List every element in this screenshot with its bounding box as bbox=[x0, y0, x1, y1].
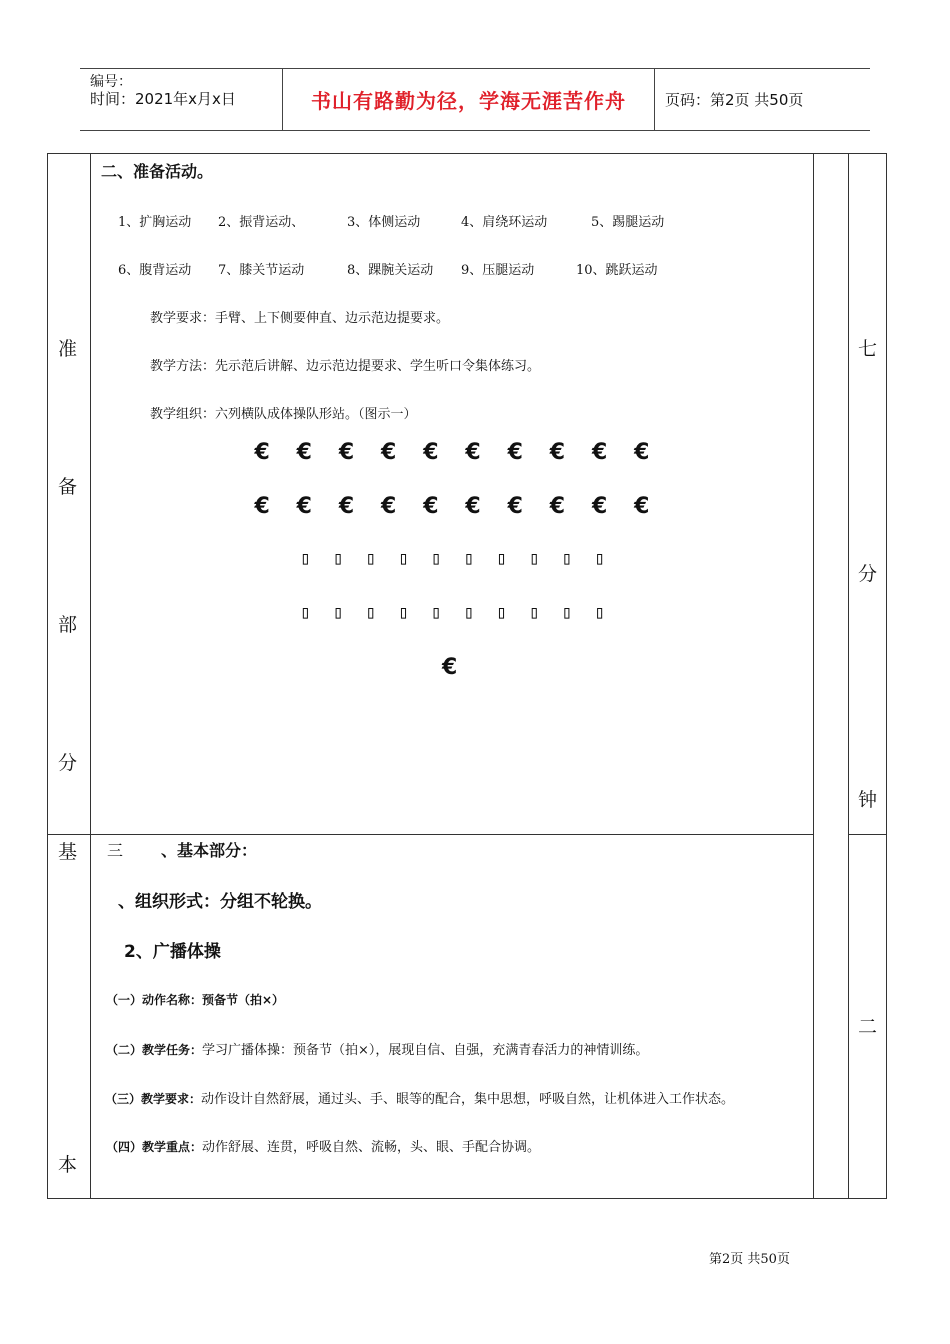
exercise-item: 9、压腿运动 bbox=[461, 263, 535, 278]
prep-title: 二、准备活动。 bbox=[101, 162, 214, 181]
student-symbol: € bbox=[549, 440, 566, 465]
student-box-symbol: ▯ bbox=[463, 602, 475, 623]
action-name: （一）动作名称：预备节（拍×） bbox=[106, 993, 285, 1007]
formation-row-back bbox=[289, 602, 616, 623]
student-box-symbol: ▯ bbox=[365, 548, 377, 569]
student-symbol: € bbox=[591, 494, 608, 519]
student-box-symbol: ▯ bbox=[365, 602, 377, 623]
exercise-item: 2、振背运动、 bbox=[218, 215, 305, 230]
header-page-cell bbox=[655, 69, 870, 130]
student-box-symbol: ▯ bbox=[332, 602, 344, 623]
header-page-info: 页码：第2页 共50页 bbox=[665, 91, 804, 109]
student-box-symbol: ▯ bbox=[528, 602, 540, 623]
prep-time-char: 七 bbox=[858, 338, 878, 360]
teacher-position-symbol: € bbox=[442, 655, 458, 680]
student-symbol: € bbox=[423, 494, 439, 519]
teaching-task bbox=[106, 1039, 648, 1058]
motto: 书山有路勤为径，学海无涯苦作舟 bbox=[311, 89, 626, 113]
time-label: 时间：2021年x月x日 bbox=[90, 90, 236, 108]
divider bbox=[848, 154, 849, 1198]
student-symbol: € bbox=[296, 440, 312, 465]
basic-title-num: 三 bbox=[107, 841, 124, 860]
student-box-symbol: ▯ bbox=[463, 548, 475, 569]
student-box-symbol: ▯ bbox=[496, 548, 507, 569]
student-box-symbol: ▯ bbox=[496, 602, 507, 623]
exercise-item: 7、膝关节运动 bbox=[218, 263, 305, 278]
student-symbol: € bbox=[381, 494, 397, 519]
student-box-symbol: ▯ bbox=[430, 548, 442, 569]
student-symbol: € bbox=[507, 494, 523, 519]
student-box-symbol: ▯ bbox=[528, 548, 540, 569]
divider bbox=[90, 154, 91, 1198]
number-label: 编号： bbox=[90, 74, 132, 90]
prep-requirement: 教学要求：手臂、上下侧要伸直、边示范边提要求。 bbox=[150, 311, 450, 326]
basic-item-exercise: 2、广播体操 bbox=[124, 942, 221, 962]
teaching-focus bbox=[106, 1136, 540, 1155]
page-header bbox=[80, 68, 870, 131]
student-symbol: € bbox=[549, 494, 566, 519]
teaching-task-label: （二）教学任务： bbox=[106, 1043, 203, 1057]
student-box-symbol: ▯ bbox=[299, 602, 311, 623]
divider bbox=[848, 834, 886, 835]
header-motto-cell bbox=[283, 69, 655, 130]
exercise-item: 5、踢腿运动 bbox=[591, 215, 665, 230]
exercise-item: 6、腹背运动 bbox=[118, 263, 192, 278]
student-symbol: € bbox=[423, 440, 439, 465]
prep-label-char: 分 bbox=[58, 752, 78, 774]
student-box-symbol: ▯ bbox=[397, 548, 409, 569]
student-box-symbol: ▯ bbox=[397, 602, 409, 623]
student-symbol: € bbox=[381, 440, 397, 465]
formation-row-front bbox=[241, 440, 663, 465]
student-box-symbol: ▯ bbox=[561, 602, 573, 623]
student-symbol: € bbox=[338, 440, 355, 465]
teaching-requirement bbox=[105, 1088, 734, 1107]
prep-method: 教学方法：先示范后讲解、边示范边提要求、学生听口令集体练习。 bbox=[150, 359, 541, 374]
student-symbol: € bbox=[507, 440, 523, 465]
student-symbol: € bbox=[296, 494, 312, 519]
student-symbol: € bbox=[634, 440, 650, 465]
student-box-symbol: ▯ bbox=[332, 548, 344, 569]
teaching-task-text: 学习广播体操：预备节（拍×），展现自信、自强，充满青春活力的神情训练。 bbox=[202, 1043, 649, 1058]
student-symbol: € bbox=[254, 440, 270, 465]
prep-label-char: 部 bbox=[58, 614, 78, 636]
student-box-symbol: ▯ bbox=[594, 602, 605, 623]
prep-label-char: 准 bbox=[58, 338, 78, 360]
student-box-symbol: ▯ bbox=[594, 548, 605, 569]
exercise-item: 8、踝腕关运动 bbox=[347, 263, 434, 278]
student-box-symbol: ▯ bbox=[561, 548, 573, 569]
exercise-item: 4、肩绕环运动 bbox=[461, 215, 548, 230]
exercise-item: 10、跳跃运动 bbox=[576, 263, 658, 278]
divider bbox=[813, 154, 814, 1198]
formation-row-back bbox=[289, 548, 616, 569]
page-footer: 第2页 共50页 bbox=[709, 1252, 790, 1267]
teaching-requirement-text: 动作设计自然舒展，通过头、手、眼等的配合，集中思想，呼吸自然，让机体进入工作状态。 bbox=[201, 1092, 735, 1107]
teaching-focus-text: 动作舒展、连贯，呼吸自然、流畅，头、眼、手配合协调。 bbox=[202, 1140, 541, 1155]
header-meta-cell bbox=[80, 69, 283, 130]
exercise-item: 1、扩胸运动 bbox=[118, 215, 192, 230]
prep-time-char: 分 bbox=[858, 563, 878, 585]
student-box-symbol: ▯ bbox=[299, 548, 311, 569]
student-symbol: € bbox=[254, 494, 270, 519]
lesson-table bbox=[47, 153, 887, 1199]
divider bbox=[48, 834, 813, 835]
student-symbol: € bbox=[634, 494, 650, 519]
basic-title: 、基本部分： bbox=[161, 841, 258, 860]
basic-time-char: 二 bbox=[858, 1016, 878, 1038]
prep-label-char: 备 bbox=[58, 476, 78, 498]
student-symbol: € bbox=[338, 494, 355, 519]
student-symbol: € bbox=[465, 440, 481, 465]
teaching-focus-label: （四）教学重点： bbox=[106, 1140, 203, 1154]
teaching-requirement-label: （三）教学要求： bbox=[105, 1092, 202, 1106]
prep-time-char: 钟 bbox=[858, 789, 878, 811]
basic-label-char: 本 bbox=[58, 1154, 78, 1176]
exercise-item: 3、体侧运动 bbox=[347, 215, 421, 230]
basic-label-char: 基 bbox=[58, 841, 78, 863]
student-box-symbol: ▯ bbox=[430, 602, 442, 623]
formation-row-front bbox=[241, 494, 663, 519]
student-symbol: € bbox=[591, 440, 608, 465]
student-symbol: € bbox=[465, 494, 481, 519]
prep-organization: 教学组织：六列横队成体操队形站。（图示一） bbox=[150, 407, 417, 422]
basic-item-organization: 、组织形式：分组不轮换。 bbox=[118, 892, 322, 912]
